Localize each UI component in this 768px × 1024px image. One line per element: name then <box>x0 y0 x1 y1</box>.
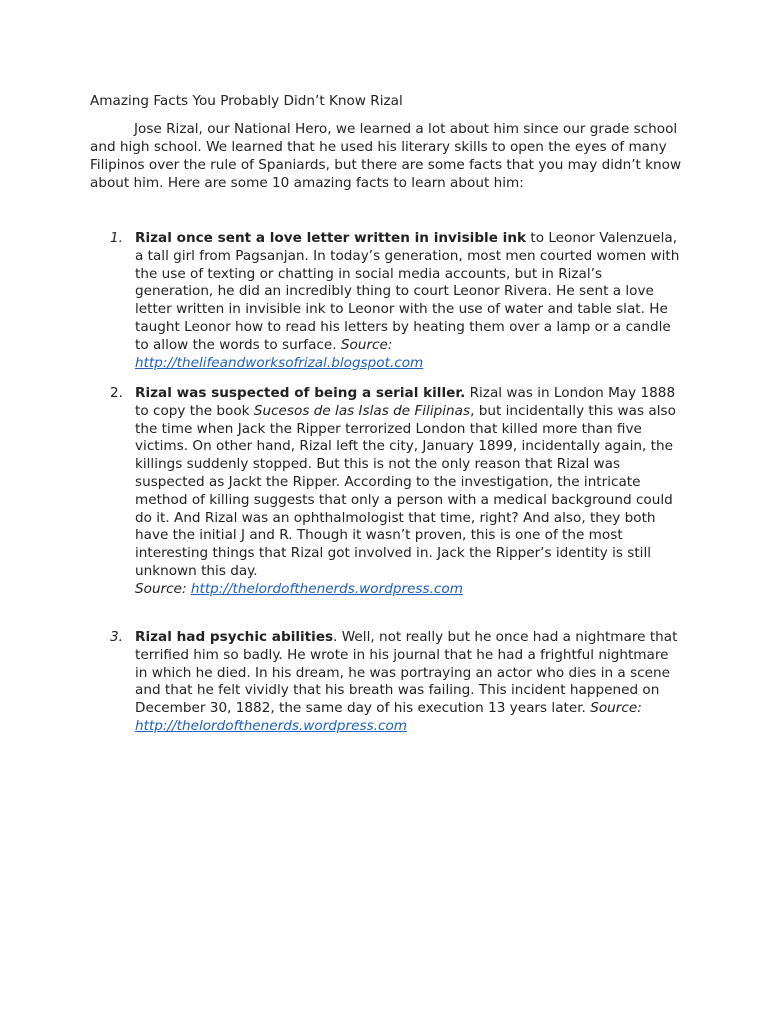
fact-heading: Rizal was suspected of being a serial killer. <box>135 385 466 401</box>
fact-text: to Leonor Valenzuela, a tall girl from Pagsanjan. In today’s generation, most men courted women with the use of texting or chatting in social media accounts, but in Rizal’s generation, he did an incredibly thing to court Leonor Rivera. He sent a love letter written in invisible ink to Leonor with the use of water and table slat. He taught Leonor how to read his letters by heating them over a lamp or a candle to allow the words to surface. <box>135 230 680 353</box>
fact-text-continued: , but incidentally this was also the time when Jack the Ripper terrorized London that killed more than five victims. On other hand, Rizal left the city, January 1899, incidentally again, the killings suddenly stopped. But this is not the only reason that Rizal was suspected as Jackt the Ripper. According to the investigation, the intricate method of killing suggests that only a person with a medical background could do it. And Rizal was an ophthalmologist that time, right? And also, they both have the initial J and R. Though it wasn’t proven, this is one of the most interesting things that Rizal got involved in. Jack the Ripper’s identity is still unknown this day. <box>135 402 676 579</box>
fact-heading: Rizal once sent a love letter written in invisible ink <box>135 230 527 246</box>
fact-heading: Rizal had psychic abilities <box>135 629 334 645</box>
document-title: Amazing Facts You Probably Didn’t Know Rizal <box>90 93 403 109</box>
source-link[interactable]: http://thelordofthenerds.wordpress.com <box>190 580 463 597</box>
book-title: Sucesos de las Islas de Filipinas <box>253 402 471 419</box>
list-number: 3. <box>110 629 123 645</box>
source-link[interactable]: http://thelordofthenerds.wordpress.com <box>135 717 408 734</box>
fact-paragraph <box>135 385 683 599</box>
fact-text: Rizal was in London May 1888 to copy the book <box>135 385 676 419</box>
intro-paragraph: Jose Rizal, our National Hero, we learned a lot about him since our grade school and high school. We learned that he used his literary skills to open the eyes of many Filipinos over the rule of Spaniards, but there are some facts that you may didn’t know about him. Here are some 10 amazing facts to learn about him: <box>90 121 682 191</box>
source-link[interactable]: http://thelifeandworksofrizal.blogspot.com <box>135 354 424 371</box>
list-number: 2. <box>110 385 123 401</box>
fact-paragraph <box>135 629 683 736</box>
list-number: 1. <box>110 230 123 246</box>
source-label: Source: <box>340 336 393 353</box>
source-label: Source: <box>590 700 642 717</box>
fact-paragraph <box>135 230 683 372</box>
fact-text: . Well, not really but he once had a nightmare that terrified him so badly. He wrote in his journal that he had a frightful nightmare in which he died. In his dream, he was portraying an actor who dies in a scene and that he felt vividly that his breath was failing. This incident happened on December 30, 1882, the same day of his execution 13 years later. <box>135 629 678 717</box>
source-label: Source: <box>135 580 187 597</box>
